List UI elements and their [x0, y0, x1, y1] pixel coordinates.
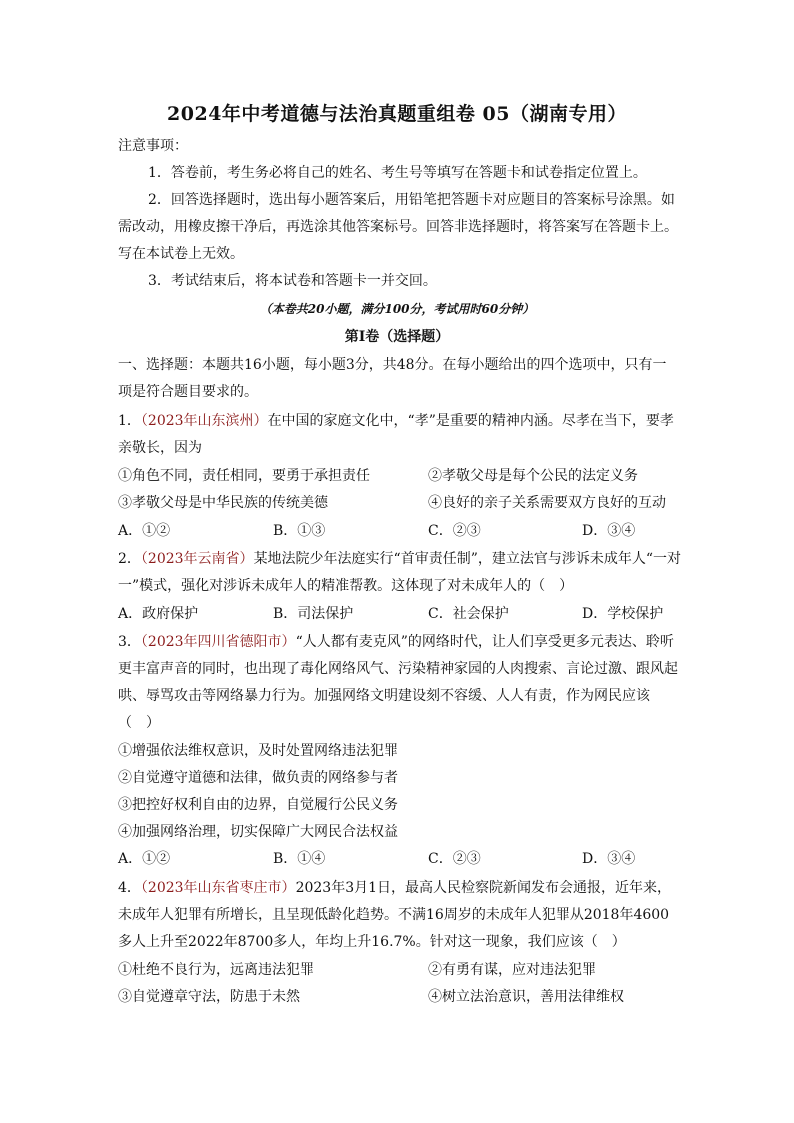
- q3-answer-a: A．①②: [118, 851, 171, 867]
- q1-answer-a: A．①②: [118, 523, 171, 539]
- q1-item-2: ②孝敬父母是每个公民的法定义务: [428, 468, 638, 484]
- q3-answer-d: D．③④: [582, 851, 636, 867]
- q4-item-1: ①杜绝不良行为，远离违法犯罪: [118, 962, 314, 978]
- q4-item-4: ④树立法治意识，善用法律维权: [428, 989, 624, 1005]
- question-number: 2．: [118, 551, 141, 567]
- q3-item-2: ②自觉遵守道德和法律，做负责的网络参与者: [118, 770, 398, 786]
- q1-item-3: ③孝敬父母是中华民族的传统美德: [118, 495, 328, 511]
- question-3-line-4: （ ）: [118, 715, 160, 731]
- question-number: 1．: [118, 413, 141, 429]
- q1-answer-c: C．②③: [428, 523, 481, 539]
- question-stem: 某地法院少年法庭实行“首审责任制”，建立法官与涉诉未成年人“一对: [253, 551, 682, 567]
- notice-heading: 注意事项：: [118, 138, 188, 154]
- exam-info: （本卷共20小题，满分100分，考试用时60分钟）: [259, 302, 535, 316]
- question-2-line-1: [118, 549, 681, 569]
- q2-answer-d: D．学校保护: [582, 606, 664, 622]
- question-4-line-3: 多人上升至2022年8700多人，年均上升16.7%。针对这一现象，我们应该（ ）: [118, 934, 626, 950]
- notice-item-2-line-2: 需改动，用橡皮擦干净后，再选涂其他答案标号。回答非选择题时，将答案写在答题卡上。: [118, 219, 678, 235]
- section-intro-line-1: 一、选择题：本题共16小题，每小题3分，共48分。在每小题给出的四个选项中，只有一: [118, 357, 667, 373]
- question-3-line-2: 更丰富声音的同时，也出现了毒化网络风气、污染精神家园的人肉搜索、言论过激、跟风起: [118, 661, 678, 677]
- notice-item-1: 1．答卷前，考生务必将自己的姓名、考生号等填写在答题卡和试卷指定位置上。: [148, 165, 647, 181]
- section-title: 第Ⅰ卷（选择题）: [344, 329, 450, 345]
- q2-answer-c: C．社会保护: [428, 606, 509, 622]
- q2-answer-b: B．司法保护: [273, 606, 354, 622]
- question-source: （2023年山东省枣庄市）: [140, 880, 296, 896]
- q2-answer-a: A．政府保护: [118, 606, 199, 622]
- question-3-line-3: 哄、辱骂攻击等网络暴力行为。加强网络文明建设刻不容缓、人人有责，作为网民应该: [118, 688, 650, 704]
- q3-item-4: ④加强网络治理，切实保障广大网民合法权益: [118, 824, 398, 840]
- question-4-line-1: [118, 878, 671, 898]
- q1-item-1: ①角色不同，责任相同，要勇于承担责任: [118, 468, 370, 484]
- q1-answer-b: B．①③: [273, 523, 326, 539]
- question-stem: 在中国的家庭文化中，“孝”是重要的精神内涵。尽孝在当下，要孝: [267, 413, 674, 429]
- q3-answer-c: C．②③: [428, 851, 481, 867]
- q4-item-2: ②有勇有谋，应对违法犯罪: [428, 962, 596, 978]
- question-number: 3．: [118, 634, 141, 650]
- question-stem: “人人都有麦克风”的网络时代，让人们享受更多元表达、聆听: [295, 634, 674, 650]
- q3-item-1: ①增强依法维权意识，及时处置网络违法犯罪: [118, 743, 398, 759]
- question-source: （2023年四川省德阳市）: [140, 634, 296, 650]
- notice-item-2-line-3: 写在本试卷上无效。: [118, 246, 244, 262]
- question-2-line-2: 一”模式，强化对涉诉未成年人的精准帮教。这体现了对未成年人的（ ）: [118, 578, 574, 594]
- q3-item-3: ③把控好权利自由的边界，自觉履行公民义务: [118, 797, 398, 813]
- section-intro-line-2: 项是符合题目要求的。: [118, 384, 258, 400]
- page-title: 2024年中考道德与法治真题重组卷 05（湖南专用）: [167, 103, 627, 125]
- q3-answer-b: B．①④: [273, 851, 326, 867]
- question-source: （2023年云南省）: [140, 551, 254, 567]
- question-stem: 2023年3月1日，最高人民检察院新闻发布会通报，近年来，: [295, 880, 672, 896]
- question-number: 4．: [118, 880, 141, 896]
- q1-item-4: ④良好的亲子关系需要双方良好的互动: [428, 495, 666, 511]
- question-1-line-2: 亲敬长，因为: [118, 440, 202, 456]
- question-source: （2023年山东滨州）: [140, 413, 268, 429]
- question-3-line-1: [118, 632, 674, 652]
- q4-item-3: ③自觉遵章守法，防患于未然: [118, 989, 300, 1005]
- notice-item-3: 3．考试结束后，将本试卷和答题卡一并交回。: [148, 273, 437, 289]
- notice-item-2-line-1: 2．回答选择题时，选出每小题答案后，用铅笔把答题卡对应题目的答案标号涂黑。如: [148, 192, 675, 208]
- question-1-line-1: [118, 411, 674, 431]
- question-4-line-2: 未成年人犯罪有所增长，且呈现低龄化趋势。不满16周岁的未成年人犯罪从2018年4600: [118, 907, 670, 923]
- q1-answer-d: D．③④: [582, 523, 636, 539]
